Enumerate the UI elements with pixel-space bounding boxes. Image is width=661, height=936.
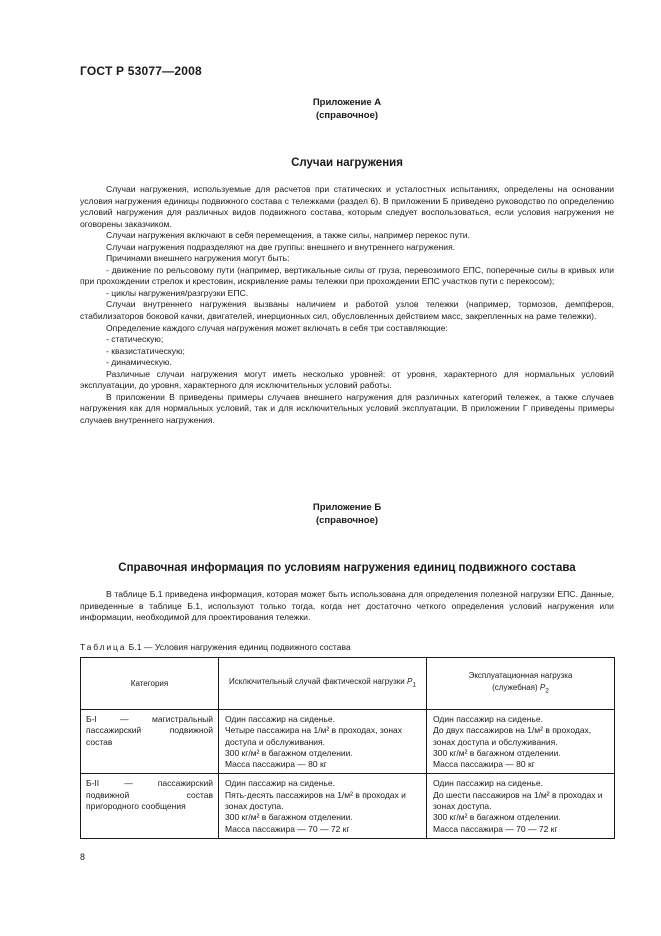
annex-b-title-block: [80, 501, 614, 527]
table-row: [81, 774, 615, 838]
annex-b-subtitle: (справочное): [315, 515, 379, 526]
table-header-row: [81, 658, 615, 710]
paragraph: В приложении В приведены примеры случаев внешнего нагружения для различных категорий тележек, а также случаев нагружения как для нормальных условий, так и для исключительных условий эксплуатации. В приложении Г приведены примеры случаев внутреннего нагружения.: [80, 391, 614, 425]
header-operational-sub: 2: [545, 687, 549, 695]
table-caption: [80, 642, 351, 652]
load-conditions-table: [80, 657, 615, 839]
paragraph: Различные случаи нагружения могут иметь несколько уровней: от уровня, характерного для нормальных условий эксплуатации, до уровня, характерного для исключительных условий работы.: [80, 368, 614, 391]
annex-a-title: Приложение А: [312, 97, 382, 108]
header-operational-symbol: P: [539, 683, 546, 693]
header-exceptional-symbol: P: [406, 677, 413, 687]
annex-a-heading: Случаи нагружения: [291, 157, 403, 169]
header-operational-load: [427, 658, 615, 710]
annex-a-title-block: [80, 96, 614, 122]
annex-b-paragraph: В таблице Б.1 приведена информация, которая может быть использована для определения полезной нагрузки ЕПС. Данные, приведенные в таблице Б.1, используют только тогда, когда нет достаточно четкого определения условий нагружения или информации, необходимой для проектирования тележки.: [80, 589, 614, 623]
cell-line: До двух пассажиров на 1/м² в проходах, зонах доступа и обслуживания.: [433, 725, 592, 747]
header-category: Категория: [81, 658, 219, 710]
cell-line: 300 кг/м² в багажном отделении.: [225, 812, 353, 823]
cell-line: До шести пассажиров на 1/м² в проходах и зонах доступа.: [433, 789, 603, 812]
table-row: [81, 710, 615, 774]
cell-line: Один пассажир на сиденье.: [225, 778, 335, 789]
table-caption-label: Таблица: [80, 642, 127, 652]
paragraph: Случаи нагружения подразделяют на две группы: внешнего и внутреннего нагружения.: [106, 241, 456, 252]
header-operational-text-2: (служебная): [492, 683, 540, 693]
cell-operational-load: [427, 710, 615, 774]
list-item: - квазистатическую;: [106, 345, 185, 356]
annex-a-body: [80, 184, 614, 426]
cell-line: Масса пассажира — 70 — 72 кг: [433, 823, 558, 834]
cell-line: Один пассажир на сиденье.: [433, 778, 543, 789]
annex-a-subtitle: (справочное): [315, 110, 379, 121]
annex-b-heading: Справочная информация по условиям нагружения единиц подвижного состава: [118, 562, 576, 574]
cell-line: Один пассажир на сиденье.: [225, 714, 335, 724]
header-exceptional-text: Исключительный случай фактической нагрузки: [228, 677, 407, 687]
paragraph: Случаи внутреннего нагружения вызваны наличием и работой узлов тележки (например, тормозов, демпферов, стабилизаторов боковой качки, двигателей, инерционных сил, обусловленных действием масс, закрепленных на раме тележки).: [80, 299, 614, 322]
cell-line: Четыре пассажира на 1/м² в проходах, зонах доступа и обслуживания.: [225, 725, 403, 747]
table-body: [81, 710, 615, 839]
paragraph: Определение каждого случая нагружения может включать в себя три составляющие:: [106, 322, 448, 333]
cell-line: Масса пассажира — 70 — 72 кг: [225, 823, 350, 834]
list-item: - статическую;: [106, 334, 164, 345]
paragraph: - движение по рельсовому пути (например, вертикальные силы от груза, перевозимого ЕПС, поперечные силы в кривых или при прохождении стрелок и крестовин, искривление рамы тележки при прохождении ЕПС участков пути с перекосом);: [80, 264, 614, 287]
page-number: 8: [80, 852, 86, 862]
annex-b-title: Приложение Б: [312, 502, 382, 513]
header-exceptional-load: [219, 658, 427, 710]
cell-line: Пять-десять пассажиров на 1/м² в проходах и зонах доступа.: [225, 789, 406, 812]
cell-category: Б-II — пассажирский подвижной состав пригородного сообщения: [81, 774, 219, 838]
cell-category: Б-I — магистральный пассажирский подвижной состав: [81, 710, 219, 774]
cell-exceptional-load: [219, 710, 427, 774]
list-item: - динамическую.: [106, 357, 172, 368]
paragraph: Случаи нагружения, используемые для расчетов при статических и усталостных испытаниях, определены на основании условия нагружения единицы подвижного состава с тележками (раздел 6). В приложении Б приведено руководство по определению условий нагружения для различных видов подвижного состава, которым следует воспользоваться, если условия нагружения не оговорены заказчиком.: [80, 184, 614, 229]
cell-line: Один пассажир на сиденье.: [433, 714, 543, 724]
cell-line: Масса пассажира — 80 кг: [433, 759, 535, 770]
cell-line: 300 кг/м² в багажном отделении.: [225, 747, 353, 758]
cell-operational-load: [427, 774, 615, 838]
cell-line: Масса пассажира — 80 кг: [225, 759, 327, 770]
cell-line: 300 кг/м² в багажном отделении.: [433, 747, 561, 758]
paragraph: Случаи нагружения включают в себя перемещения, а также силы, например перекос пути.: [106, 230, 470, 241]
cell-exceptional-load: [219, 774, 427, 838]
cell-line: 300 кг/м² в багажном отделении.: [433, 812, 561, 823]
header-operational-text-1: Эксплуатационная нагрузка: [468, 671, 573, 681]
header-exceptional-sub: 1: [412, 681, 417, 689]
document-header: ГОСТ Р 53077—2008: [80, 64, 202, 78]
paragraph: - циклы нагружения/разгрузки ЕПС.: [106, 287, 249, 298]
annex-b-body: [80, 589, 614, 624]
paragraph: Причинами внешнего нагружения могут быть:: [106, 253, 290, 264]
table-caption-text: Б.1 — Условия нагружения единиц подвижного состава: [126, 642, 351, 652]
